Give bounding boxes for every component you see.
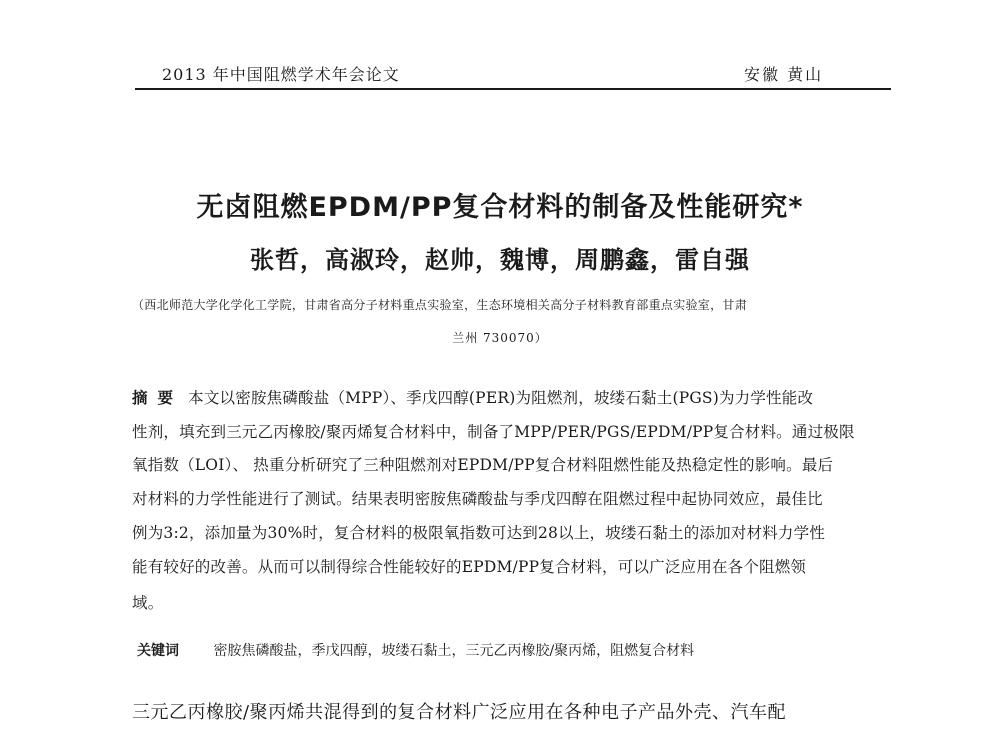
- running-header-location: 安徽 黄山: [744, 65, 824, 84]
- keywords-line: [137, 640, 694, 660]
- keywords-label: 关键词: [137, 643, 179, 659]
- abstract-line: 氧指数（LOI）、 热重分析研究了三种阻燃剂对EPDM/PP复合材料阻燃性能及热稳定性的影响。最后: [132, 456, 834, 474]
- abstract-line: 能有较好的改善。从而可以制得综合性能较好的EPDM/PP复合材料，可以广泛应用在各个阻燃领: [132, 558, 807, 576]
- running-header-conference: 2013 年中国阻燃学术年会论文: [162, 65, 400, 84]
- affiliation-line-2: 兰州 730070）: [452, 331, 548, 345]
- author-list: 张哲，高淑玲，赵帅，魏博，周鹏鑫，雷自强: [250, 246, 750, 274]
- body-paragraph-line: 三元乙丙橡胶/聚丙烯共混得到的复合材料广泛应用在各种电子产品外壳、汽车配: [132, 702, 787, 723]
- abstract-line: [132, 386, 813, 408]
- abstract-line: 对材料的力学性能进行了测试。结果表明密胺焦磷酸盐与季戊四醇在阻燃过程中起协同效应，最佳比: [132, 490, 823, 508]
- abstract-label: 摘要: [132, 389, 184, 407]
- header-rule: [135, 88, 891, 90]
- keywords-text: 密胺焦磷酸盐，季戊四醇，坡缕石黏土，三元乙丙橡胶/聚丙烯，阻燃复合材料: [213, 643, 695, 659]
- abstract-text: 本文以密胺焦磷酸盐（MPP）、季戊四醇(PER)为阻燃剂，坡缕石黏土(PGS)为力学性能改: [188, 389, 814, 407]
- paper-title: 无卤阻燃EPDM/PP复合材料的制备及性能研究*: [196, 192, 804, 223]
- abstract-line: 例为3:2，添加量为30%时，复合材料的极限氧指数可达到28以上，坡缕石黏土的添加对材料力学性: [132, 524, 826, 542]
- abstract-line: 性剂，填充到三元乙丙橡胶/聚丙烯复合材料中，制备了MPP/PER/PGS/EPDM/PP复合材料。通过极限: [132, 423, 855, 441]
- affiliation-line-1: （西北师范大学化学化工学院，甘肃省高分子材料重点实验室，生态环境相关高分子材料教育部重点实验室，甘肃: [132, 298, 748, 312]
- abstract-line: 域。: [132, 594, 164, 612]
